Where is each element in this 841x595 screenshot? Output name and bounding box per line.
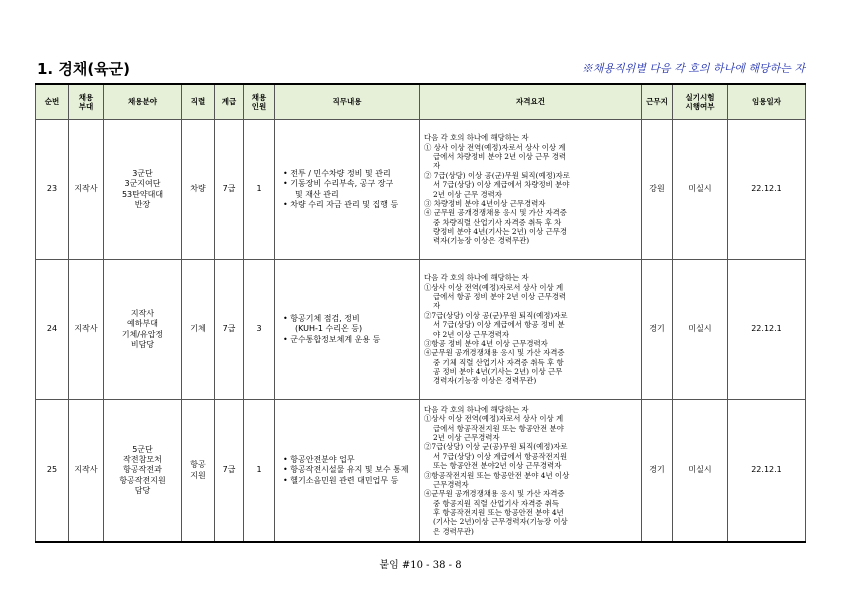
cell-qual: [420, 260, 642, 400]
cell-count: 1: [244, 400, 275, 543]
recruitment-table: [35, 83, 806, 543]
field-line: 3군지여단: [124, 179, 161, 189]
qual-item-cont: 중 차량직렬 산업기사 자격증 취득 후 차: [433, 217, 562, 227]
field-line: 비담당: [130, 339, 155, 349]
field-line: 예하부대: [127, 319, 158, 329]
field-line: 기체/유압정: [121, 329, 164, 339]
cell-exam: 미실시: [673, 400, 728, 543]
cell-duty: [275, 120, 420, 260]
cell-field: [104, 400, 182, 543]
field-line: 5군단: [132, 444, 153, 454]
qual-item-cont: 자: [433, 161, 441, 171]
qual-item-cont: 서 7급(상당) 이상 계급에서 항공작전지원: [433, 451, 568, 461]
cell-count: 3: [244, 260, 275, 400]
qual-item: ③ 차량정비 분야 4년이상 근무경력자: [424, 198, 546, 208]
header-field: 채용분야: [104, 84, 182, 120]
duty-line: • 전투 / 민수차량 정비 및 관리: [283, 169, 417, 179]
cell-dept: 지작사: [69, 120, 104, 260]
cell-dept: 지작사: [69, 260, 104, 400]
cell-series: 차량: [182, 120, 215, 260]
qual-item-cont: 후 항공작전지원 또는 항공안전 분야 4년: [433, 508, 564, 518]
cell-location: 강원: [642, 120, 673, 260]
cell-field: [104, 260, 182, 400]
header-series: 직렬: [182, 84, 215, 120]
qual-item: ①상사 이상 전역(예정)자로서 상사 이상 계: [424, 282, 564, 292]
cell-series: [182, 400, 215, 543]
duty-line: • 항공안전분야 업무: [283, 455, 417, 465]
field-line: 지작사: [130, 308, 155, 318]
header-grade: 계급: [215, 84, 244, 120]
qual-item-cont: 량정비 분야 4년(기사는 2년) 이상 근무경: [433, 227, 568, 237]
cell-grade: 7급: [215, 260, 244, 400]
header-count: 채용 인원: [244, 84, 275, 120]
cell-date: 22.12.1: [728, 260, 806, 400]
duty-line: • 항공작전시설물 유지 및 보수 통제: [283, 465, 417, 475]
qual-intro: 다음 각 호의 하나에 해당하는 자: [424, 133, 529, 143]
cell-grade: 7급: [215, 400, 244, 543]
qual-item: ④ 군무원 공개경쟁채용 응시 및 가산 자격증: [424, 208, 567, 218]
qual-item: ②7급(상당) 이상 공(군)무원 퇴직(예정)자로: [424, 310, 568, 320]
qual-item-cont: 경력자(기능장 이상은 경력무관): [433, 376, 537, 386]
header-date: 임용일자: [728, 84, 806, 120]
cell-dept: 지작사: [69, 400, 104, 543]
qual-item-cont: 자: [433, 301, 441, 311]
field-line: 항공작전지원: [119, 475, 166, 485]
duty-line: • 항공기체 점검, 정비: [283, 314, 417, 324]
cell-no: 24: [36, 260, 69, 400]
qual-item: ③항공 정비 분야 4년 이상 근무경력자: [424, 338, 548, 348]
cell-exam: 미실시: [673, 120, 728, 260]
qual-item-cont: 급에서 차량정비 분야 2년 이상 근무 경력: [433, 151, 567, 161]
cell-field: [104, 120, 182, 260]
qual-item-cont: 야 2년 이상 근무경력자: [433, 329, 510, 339]
cell-no: 25: [36, 400, 69, 543]
qual-item-cont: 중 기체 직렬 산업기사 자격증 취득 후 항: [433, 357, 564, 367]
qual-item-cont: 2년 이상 근무 경력자: [433, 189, 502, 199]
cell-duty: [275, 400, 420, 543]
qual-item-cont: 급에서 항공작전지원 또는 항공안전 분야: [433, 423, 564, 433]
cell-series: 기체: [182, 260, 215, 400]
duty-line: • 차량 수리 자금 관리 및 집행 등: [283, 200, 417, 210]
header-dept: 채용 부대: [69, 84, 104, 120]
cell-count: 1: [244, 120, 275, 260]
duty-line: • 기동장비 수리부속, 공구 장구: [283, 179, 417, 189]
table-row: [36, 120, 806, 260]
qual-item-cont: 력자(기능장 이상은 경력무관): [433, 236, 530, 246]
cell-duty: [275, 260, 420, 400]
qual-item-cont: 은 경력무관): [433, 526, 474, 536]
field-line: 작전참모처: [123, 454, 162, 464]
section-note: ※채용직위별 다음 각 호의 하나에 해당하는 자: [581, 62, 805, 75]
field-line: 항공작전과: [123, 465, 162, 475]
qual-item-cont: 중 항공지원 직렬 산업기사 자격증 취득: [433, 498, 559, 508]
qual-item: ③항공작전지원 또는 항공안전 분야 4년 이상: [424, 470, 570, 480]
cell-exam: 미실시: [673, 260, 728, 400]
duty-line: • 헬기소음민원 관련 대민업무 등: [283, 476, 417, 486]
qual-item-cont: 근무경력자: [433, 479, 469, 489]
table-row: [36, 400, 806, 543]
qual-item-cont: 서 7급(상당) 이상 계급에서 항공 정비 분: [433, 320, 565, 330]
qual-item-cont: 급에서 항공 정비 분야 2년 이상 근무경력: [433, 291, 567, 301]
qual-item: ② 7급(상당) 이상 공(군)무원 퇴직(예정)자로: [424, 170, 570, 180]
series-line: 지원: [190, 470, 206, 480]
cell-date: 22.12.1: [728, 120, 806, 260]
qual-item: ④군무원 공개경쟁채용 응시 및 가산 자격증: [424, 489, 565, 499]
cell-no: 23: [36, 120, 69, 260]
section-title: 1. 경채(육군): [37, 60, 131, 78]
table-header-row: [36, 84, 806, 120]
qual-intro: 다음 각 호의 하나에 해당하는 자: [424, 404, 529, 414]
cell-date: 22.12.1: [728, 400, 806, 543]
qual-item-cont: 서 7급(상당) 이상 계급에서 차량정비 분야: [433, 180, 570, 190]
table-row: [36, 260, 806, 400]
qual-item: ①상사 이상 전역(예정)자로서 상사 이상 계: [424, 414, 564, 424]
field-line: 담당: [134, 486, 151, 496]
duty-line: (KUH-1 수리온 등): [295, 324, 363, 334]
header-no: 순번: [36, 84, 69, 120]
qual-item: ②7급(상당) 이상 군(공)무원 퇴직(예정)자로: [424, 442, 568, 452]
header-exam: 실기시험 시행여부: [673, 84, 728, 120]
cell-location: 경기: [642, 400, 673, 543]
cell-grade: 7급: [215, 120, 244, 260]
qual-item-cont: 또는 항공안전 분야2년 이상 근무경력자: [433, 461, 562, 471]
page-footer: 붙임 #10 - 38 - 8: [379, 560, 462, 571]
cell-location: 경기: [642, 260, 673, 400]
qual-item-cont: 2년 이상 근무경력자: [433, 432, 500, 442]
series-line: 항공: [190, 460, 206, 470]
field-line: 반장: [134, 199, 151, 209]
header-qual: 자격요건: [420, 84, 642, 120]
cell-qual: [420, 400, 642, 543]
header-location: 근무지: [642, 84, 673, 120]
qual-item-cont: (기사는 2년)이상 근무경력자(기능장 이상: [433, 517, 568, 527]
field-line: 53탄약대대: [121, 189, 164, 199]
duty-line: 및 재산 관리: [295, 189, 339, 199]
duty-line: • 군수통합정보체계 운용 등: [283, 335, 417, 345]
header-duty: 직무내용: [275, 84, 420, 120]
qual-item: ④군무원 공개경쟁채용 응시 및 가산 자격증: [424, 348, 565, 358]
qual-item: ① 상사 이상 전역(예정)자로서 상사 이상 계: [424, 142, 566, 152]
cell-qual: [420, 120, 642, 260]
qual-intro: 다음 각 호의 하나에 해당하는 자: [424, 273, 529, 283]
qual-item-cont: 공 정비 분야 4년(기사는 2년) 이상 근무: [433, 367, 563, 377]
field-line: 3군단: [132, 168, 153, 178]
